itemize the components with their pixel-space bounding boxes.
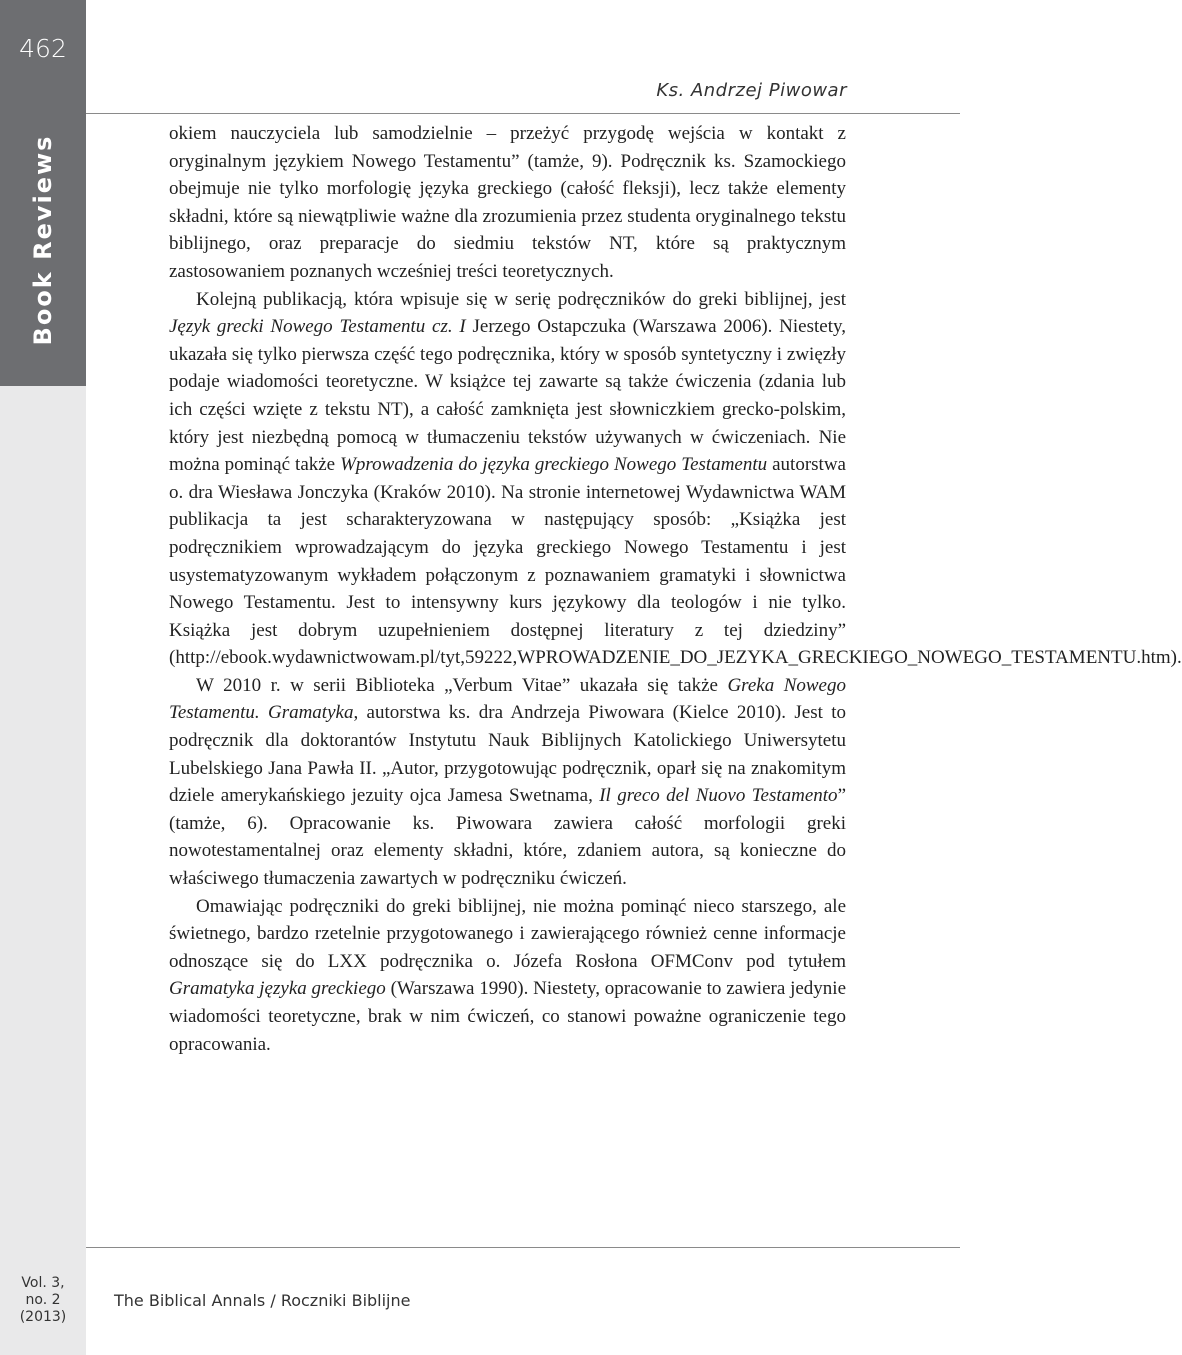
sidebar-margin-band	[0, 386, 86, 1355]
paragraph-text: ” (tamże, 6). Opracowanie ks. Piwowara zawiera całość morfologii greki nowotestamentalnej oraz elementy składni, które, zdaniem autora, są konieczne do właściwego tłumaczenia zawartych w podręczniku ćwiczeń.	[169, 785, 846, 890]
paragraph-text: W 2010 r. w serii Biblioteka „Verbum Vitae” ukazała się także	[196, 674, 728, 696]
volume-number: Vol. 3,	[21, 1275, 65, 1291]
running-header-author: Ks. Andrzej Piwowar	[656, 80, 847, 101]
book-title: Gramatyka języka greckiego	[169, 978, 386, 1000]
book-title: Il greco del Nuovo Testamento	[599, 785, 838, 807]
volume-info	[0, 1275, 86, 1326]
header-rule	[86, 113, 960, 114]
paragraph	[169, 120, 846, 286]
book-title: Wprowadzenia do języka greckiego Nowego Testamentu	[340, 454, 768, 476]
paragraph-text: autorstwa o. dra Wiesława Jonczyka (Kraków 2010). Na stronie internetowej Wydawnictwa WAM publikacja ta jest scharakteryzowana w następujący sposób: „Książka jest podręcznikiem wprowadzającym do języka greckiego Nowego Testamentu i jest usystematyzowanym wykładem połączonym z poznawaniem gramatyki i słownictwa Nowego Testamentu. Jest to intensywny kurs językowy dla teologów i nie tylko. Książka jest dobrym uzupełnieniem dostępnej literatury z tej dziedziny” (http://ebook.wydawnictwowam.pl/tyt,59222,WPROWADZENIE_DO_JEZYKA_GRECKIEGO_NOWEGO_TESTAMENTU.htm).	[169, 454, 1182, 669]
footer-rule	[86, 1247, 960, 1248]
issue-year: (2013)	[19, 1309, 67, 1325]
page-number: 462	[19, 34, 67, 63]
paragraph	[169, 286, 1182, 672]
book-title: Greka Nowego Testamentu. Gramatyka	[169, 674, 846, 724]
journal-title: The Biblical Annals / Roczniki Biblijne	[114, 1291, 411, 1310]
paragraph	[169, 672, 846, 893]
paragraph-text: (Warszawa 1990). Niestety, opracowanie to zawiera jedynie wiadomości teoretyczne, brak w nim ćwiczeń, co stanowi poważne ograniczenie tego opracowania.	[169, 978, 847, 1055]
issue-number: no. 2	[25, 1292, 61, 1308]
section-label: Book Reviews	[29, 134, 57, 346]
paragraph-text: okiem nauczyciela lub samodzielnie – przeżyć przygodę wejścia w kontakt z oryginalnym językiem Nowego Testamentu” (tamże, 9). Podręcznik ks. Szamockiego obejmuje nie tylko morfologię języka greckiego (całość fleksji), lecz także elementy składni, które są niewątpliwie ważne dla zrozumienia przez studenta oryginalnego tekstu biblijnego, oraz preparacje do siedmiu tekstów NT, które są praktycznym zastosowaniem poznanych wcześniej treści teoretycznych.	[169, 123, 846, 282]
paragraph-text: , autorstwa ks. dra Andrzeja Piwowara (Kielce 2010). Jest to podręcznik dla doktorantów Instytutu Nauk Biblijnych Katolickiego Uniwersytetu Lubelskiego Jana Pawła II. „Autor, przygotowując podręcznik, oparł się na znakomitym dziele amerykańskiego jezuity ojca Jamesa Swetnama,	[169, 702, 847, 807]
article-body	[169, 120, 1182, 1058]
book-title: Język grecki Nowego Testamentu cz. I	[169, 316, 466, 338]
paragraph-text: Jerzego Ostapczuka (Warszawa 2006). Niestety, ukazała się tylko pierwsza część tego podręcznika, który w sposób syntetyczny i zwięzły podaje wiadomości teoretyczne. W książce tej zawarte są także ćwiczenia (zdania lub ich części wzięte z tekstu NT), a całość zamknięta jest słowniczkiem grecko-polskim, który jest niezbędną pomocą w tłumaczeniu tekstów używanych w ćwiczeniach. Nie można pominąć także	[169, 316, 846, 476]
paragraph-text: Kolejną publikacją, która wpisuje się w serię podręczników do greki biblijnej, jest	[196, 288, 846, 310]
paragraph	[169, 893, 846, 1059]
paragraph-text: Omawiając podręczniki do greki biblijnej, nie można pominąć nieco starszego, ale świetnego, bardzo rzetelnie przygotowanego i zawierającego również cenne informacje odnoszące się do LXX podręcznika o. Józefa Rosłona OFMConv pod tytułem	[169, 895, 846, 972]
